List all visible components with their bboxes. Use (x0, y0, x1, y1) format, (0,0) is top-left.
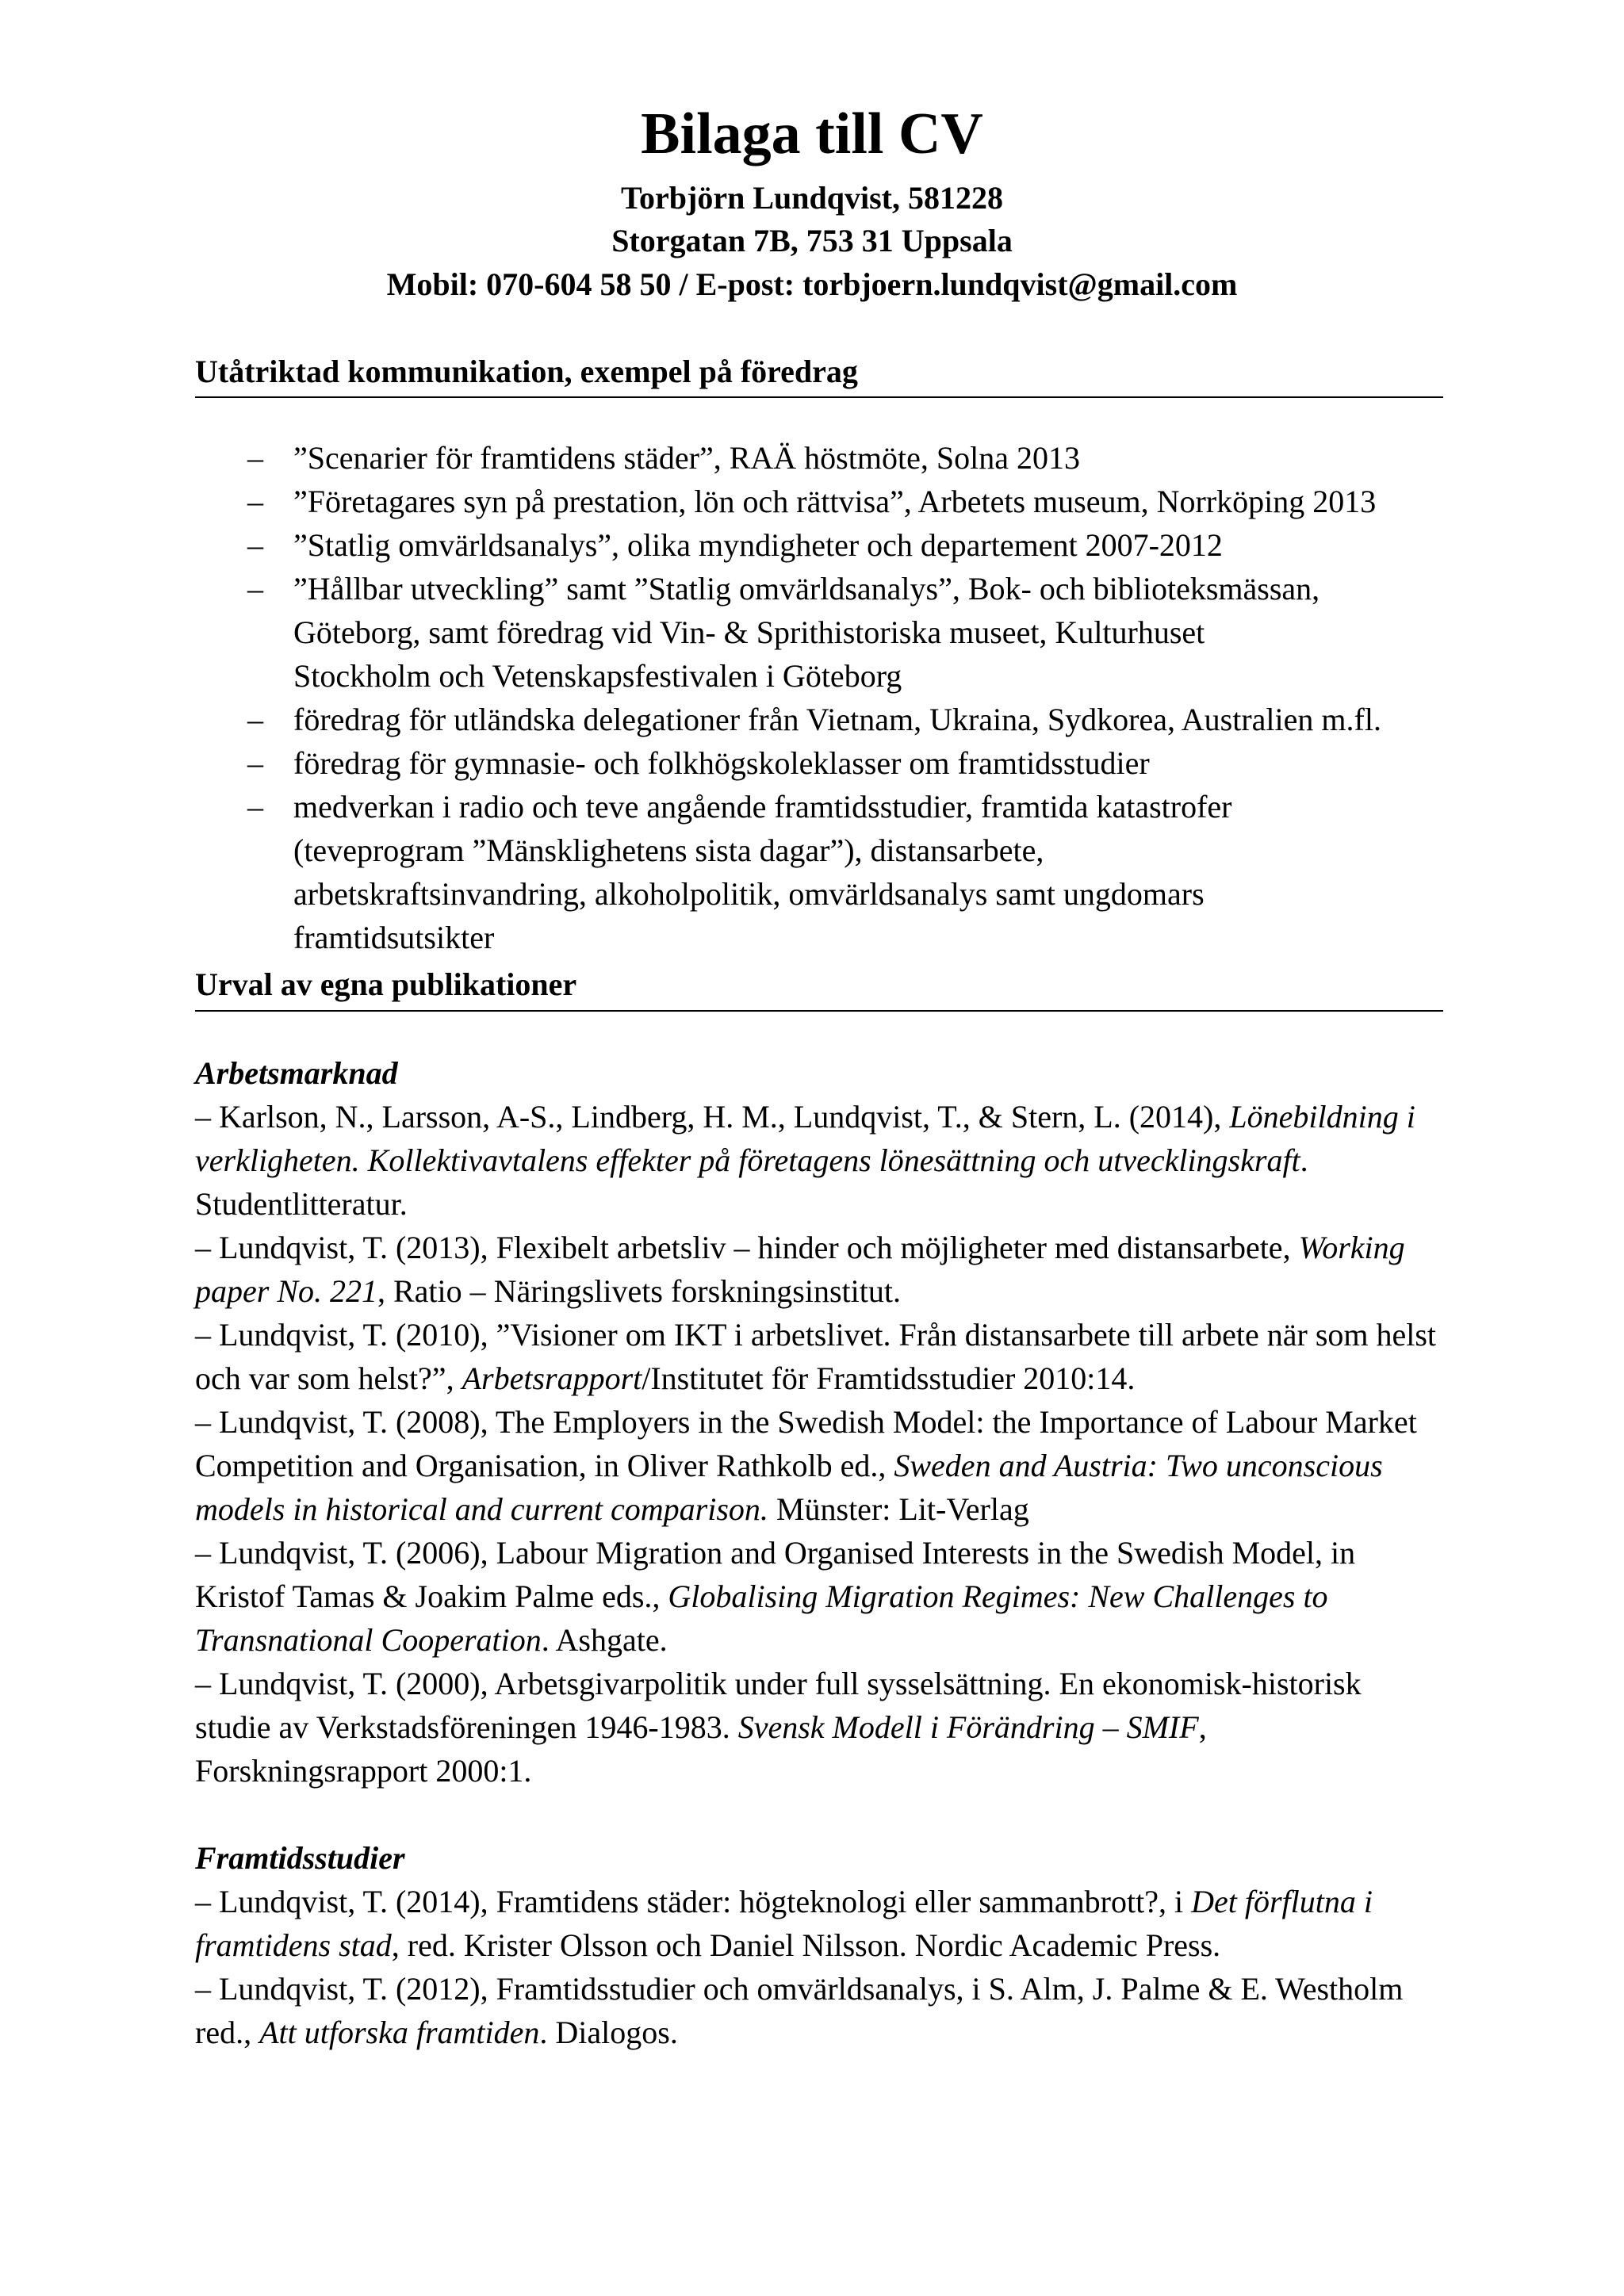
publication-text: . Studentlitteratur. (195, 1142, 1308, 1222)
publication-text: – Lundqvist, T. (2006), Labour Migration and Organised Interests in the Swedish Model, in Kristof Tamas & Joakim Palme eds., (195, 1535, 1356, 1614)
talk-text: föredrag för gymnasie- och folkhögskoleklasser om framtidsstudier (293, 745, 1150, 781)
publication-entry (195, 1662, 1443, 1793)
publication-title: Lönebildning i verkligheten. Kollektivavtalens effekter på företagens lönesättning och utvecklingskraft (195, 1099, 1415, 1178)
talk-item (195, 480, 1464, 523)
publication-text: , Forskningsrapport 2000:1. (195, 1709, 1207, 1789)
talk-text: ”Statlig omvärldsanalys”, olika myndigheter och departement 2007-2012 (293, 527, 1223, 563)
publication-text: – Lundqvist, T. (2013), Flexibelt arbetsliv – hinder och möjligheter med distansarbete, (195, 1230, 1299, 1265)
publication-entry (195, 1531, 1443, 1662)
publication-title: Arbetsrapport (462, 1360, 642, 1396)
publication-text: – Karlson, N., Larsson, A-S., Lindberg, H. M., Lundqvist, T., & Stern, L. (2014), (195, 1099, 1230, 1135)
talk-text: föredrag för utländska delegationer från Vietnam, Ukraina, Sydkorea, Australien m.fl. (293, 702, 1381, 737)
publication-entry (195, 1880, 1443, 1967)
talk-item (195, 436, 1464, 480)
talks-list (195, 436, 1464, 959)
name-line: Torbjörn Lundqvist, 581228 (621, 180, 1003, 216)
talk-text: ”Scenarier för framtidens städer”, RAÄ höstmöte, Solna 2013 (293, 440, 1080, 476)
publication-entry (195, 1967, 1443, 2054)
publication-text: . Dialogos. (539, 2015, 678, 2050)
list-dash: – (247, 440, 263, 476)
publication-title: Sweden and Austria: Two unconscious models in historical and current comparison. (195, 1448, 1383, 1527)
publications-section-heading: Urval av egna publikationer (195, 966, 577, 1002)
publication-text: – Lundqvist, T. (2000), Arbetsgivarpolitik under full sysselsättning. En ekonomisk-historisk studie av Verkstadsföreningen 1946-1983. (195, 1666, 1362, 1745)
talk-item (195, 567, 1464, 698)
list-dash: – (247, 571, 263, 607)
talk-item (195, 785, 1464, 959)
talk-item (195, 698, 1464, 741)
publication-entry (195, 1400, 1443, 1531)
publication-text: , Ratio – Näringslivets forskningsinstitut. (377, 1273, 901, 1309)
talk-text: medverkan i radio och teve angående framtidsstudier, framtida katastrofer (teveprogram ”Mänsklighetens sista dagar”), distansarbete, arbetskraftsinvandring, alkoholpolitik, omvärldsanalys samt ungdomars framtidsutsikter (293, 789, 1232, 955)
list-dash: – (247, 745, 263, 781)
talk-text: ”Företagares syn på prestation, lön och rättvisa”, Arbetets museum, Norrköping 2013 (293, 484, 1377, 519)
publication-title: Working paper No. 221 (195, 1230, 1405, 1309)
publications-list (195, 1051, 1443, 2054)
publication-group-title: Arbetsmarknad (195, 1055, 398, 1091)
talks-section-rule (195, 396, 1443, 398)
publication-entry (195, 1226, 1443, 1313)
list-dash: – (247, 527, 263, 563)
list-dash: – (247, 484, 263, 519)
publication-group-title: Framtidsstudier (195, 1840, 405, 1876)
publication-text: – Lundqvist, T. (2008), The Employers in the Swedish Model: the Importance of Labour Market Competition and Organisation, in Oliver Rathkolb ed., (195, 1404, 1417, 1483)
talk-item (195, 741, 1464, 785)
list-dash: – (247, 702, 263, 737)
publication-text: Münster: Lit-Verlag (768, 1491, 1029, 1527)
contact-line: Mobil: 070-604 58 50 / E-post: torbjoern.lundqvist@gmail.com (386, 266, 1238, 302)
publication-entry (195, 1313, 1443, 1400)
address-line: Storgatan 7B, 753 31 Uppsala (611, 223, 1013, 258)
publication-title: Globalising Migration Regimes: New Challenges to Transnational Cooperation (195, 1578, 1328, 1658)
group-spacer (195, 1793, 1443, 1836)
document-title: Bilaga till CV (641, 101, 983, 166)
publication-text: – Lundqvist, T. (2012), Framtidsstudier och omvärldsanalys, i S. Alm, J. Palme & E. Westholm red., (195, 1971, 1404, 2050)
publication-entry (195, 1095, 1443, 1226)
talk-item (195, 523, 1464, 567)
list-dash: – (247, 789, 263, 825)
publication-title: Det förflutna i framtidens stad (195, 1884, 1373, 1963)
publication-text: – Lundqvist, T. (2014), Framtidens städer: högteknologi eller sammanbrott?, i (195, 1884, 1192, 1919)
talk-text: ”Hållbar utveckling” samt ”Statlig omvärldsanalys”, Bok- och biblioteksmässan, Göteborg, samt föredrag vid Vin- & Sprithistoriska museet, Kulturhuset Stockholm och Vetenskapsfestivalen i Göteborg (293, 571, 1320, 694)
publication-text: /Institutet för Framtidsstudier 2010:14. (642, 1360, 1136, 1396)
publication-title: Svensk Modell i Förändring – SMIF (737, 1709, 1199, 1745)
publication-text: . Ashgate. (541, 1622, 668, 1658)
publication-title: Att utforska framtiden (259, 2015, 540, 2050)
publication-text: , red. Krister Olsson och Daniel Nilsson. Nordic Academic Press. (391, 1927, 1221, 1963)
publications-section-rule (195, 1010, 1443, 1012)
talks-section-heading: Utåtriktad kommunikation, exempel på föredrag (195, 354, 858, 389)
publication-text: – Lundqvist, T. (2010), ”Visioner om IKT i arbetslivet. Från distansarbete till arbete när som helst och var som helst?”, (195, 1317, 1437, 1396)
